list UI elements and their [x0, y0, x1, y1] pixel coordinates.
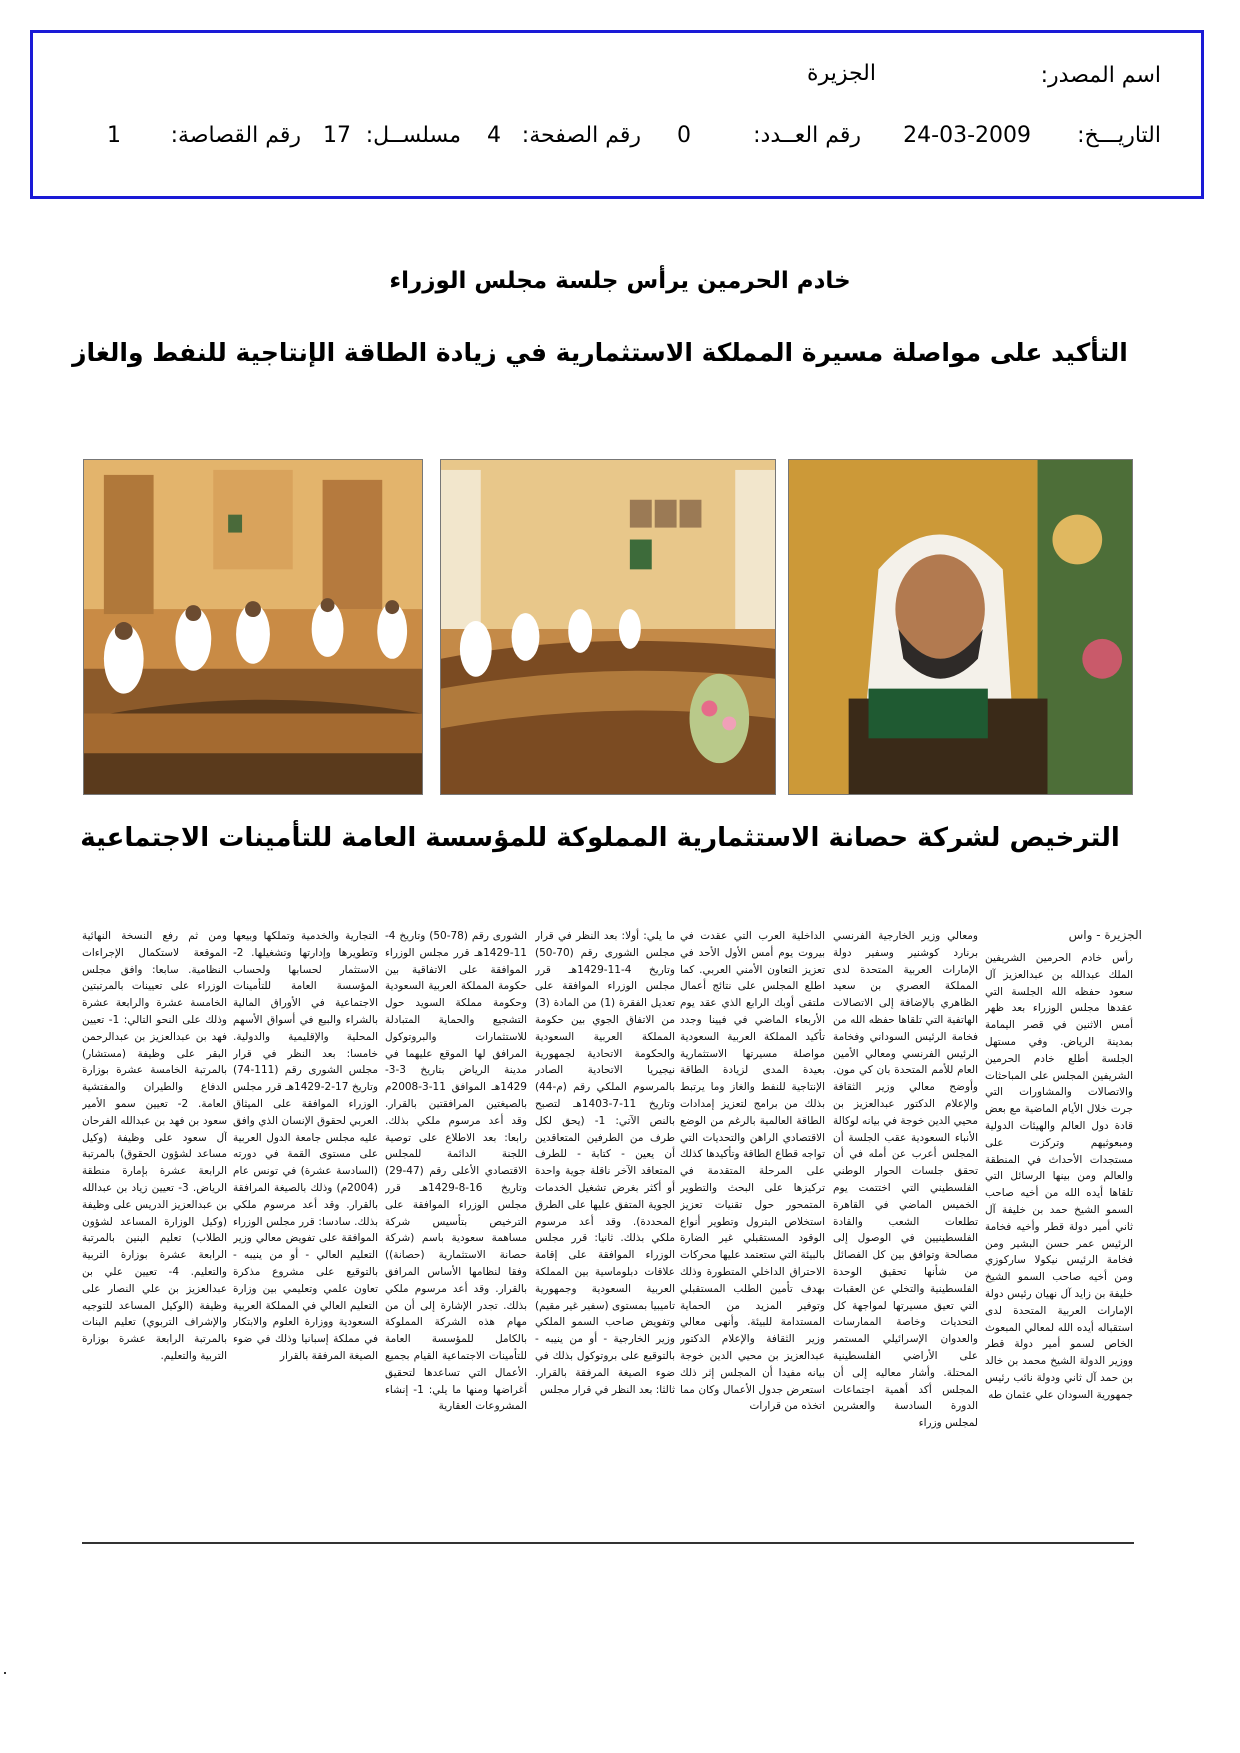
column-text: ما يلي: أولا: بعد النظر في قرار مجلس الشورى رقم (70-50) وتاريخ 4-11-1429هـ قرر مجلس الوزراء الموافقة على تعديل الفقرة (1) من المادة (3) من الاتفاق الجوي بين حكومة المملكة العربية السعودية والحكومة الاتحادية لجمهورية نيجيريا الاتحادية الصادر بالمرسوم الملكي رقم (م-44) وتاريخ 11-7-1403هـ لتصبح بالنص الآتي: 1- (يحق لكل طرف من الطرفين المتعاقدين أن يعين - كتابة - للطرف المتعاقد الآخر ناقلة جوية واحدة أو أكثر بغرض تشغيل الخدمات الجوية المتفق عليها على الطرق المحددة). وقد أعد مرسوم ملكي بذلك. ثانيا: قرر مجلس الوزراء الموافقة على إقامة علاقات دبلوماسية بين المملكة العربية السعودية وجمهورية تاميبيا بمستوى (سفير غير مقيم) وتفويض صاحب السمو الملكي وزير الخارجية - أو من ينيبه - بالتوقيع على بروتوكول بذلك في ضوء الصيغة المرفقة بالقرار. ثالثا: بعد النظر في قرار مجلس: [535, 930, 675, 1396]
page-value: 4: [487, 123, 501, 148]
clip-value: 1: [107, 123, 121, 148]
column-text: ومن ثم رفع النسخة النهائية الموقعة لاستكمال الإجراءات النظامية. سابعا: وافق مجلس الوزراء على تعيينات بالمرتبتين الخامسة عشرة والرابعة عشرة وذلك على النحو التالي: 1- تعيين فهد بن عبدالعزيز بن عبدالرحمن البقر على وظيفة (مستشار) بالمرتبة الخامسة عشرة بوزارة الدفاع والطيران والمفتشية العامة. 2- تعيين سمو الأمير سعود بن فهد بن عبدالله الفرحان آل سعود على وظيفة (وكيل مساعد لشؤون الحقوق) بالمرتبة الرابعة عشرة بإمارة منطقة الرياض. 3- تعيين زياد بن عبدالله بن عبدالعزيز الدريس على وظيفة (وكيل الوزارة المساعد لشؤون الطلاب) تعليم البنين بالمرتبة الرابعة عشرة بوزارة التربية والتعليم. 4- تعيين علي بن عبدالعزيز بن علي النصار على وظيفة (الوكيل المساعد للتوجيه والإشراف التربوي) تعليم البنات بالمرتبة الرابعة عشرة بوزارة التربية والتعليم.: [82, 930, 227, 1362]
source-label: اسم المصدر:: [1040, 63, 1161, 88]
column-text: رأس خادم الحرمين الشريفين الملك عبدالله بن عبدالعزيز آل سعود حفظه الله الجلسة التي عقدها مجلس الوزراء بعد ظهر أمس الاثنين في قصر اليمامة بمدينة الرياض. وفي مستهل الجلسة أطلع خادم الحرمين الشريفين المجلس على المباحثات والاتصالات والمشاورات التي جرت خلال الأيام الماضية مع بعض قادة دول العالم والهيئات الدولية ومبعوثيهم وتركزت على مستجدات الأحداث في المنطقة والعالم ومن بينها الرسائل التي تلقاها أيده الله من أخيه صاحب السمو الشيخ حمد بن خليفة آل ثاني أمير دولة قطر وأخيه فخامة الرئيس عمر حسن البشير ومن فخامة الرئيس نيكولا ساركوزي ومن أخيه صاحب السمو الشيخ خليفة بن زايد آل نهيان رئيس دولة الإمارات العربية المتحدة لدى استقباله أيده الله لمعالي المبعوث الخاص لسمو أمير دولة قطر ووزير الدولة الشيخ محمد بن خالد بن حمد آل ثاني ودولة نائب رئيس جمهورية السودان علي عثمان طه: [985, 952, 1133, 1401]
date-label: التاريـــخ:: [1077, 123, 1161, 148]
article-column-5: [385, 928, 527, 1528]
issue-value: 0: [677, 123, 691, 148]
clip-label: رقم القصاصة:: [170, 123, 301, 148]
photo-council-middle: [440, 459, 776, 795]
article-column-1: [985, 950, 1133, 1550]
serial-label: مسلســل:: [365, 123, 461, 148]
article-column-3: [680, 928, 825, 1528]
issue-label: رقم العــدد:: [753, 123, 861, 148]
bottom-rule: [82, 1542, 1134, 1544]
column-text: التجارية والخدمية وتملكها وبيعها وتطويرها وإدارتها وتشغيلها. 2- الاستثمار لحسابها ولحساب المؤسسة العامة للتأمينات الاجتماعية في الأوراق المالية بالشراء والبيع في أسواق الأسهم المحلية والإقليمية والدولية. خامسا: بعد النظر في قرار مجلس الشورى رقم (111-74) وتاريخ 17-2-1429هـ قرر مجلس الوزراء الموافقة على الميثاق العربي لحقوق الإنسان الذي وافق عليه مجلس جامعة الدول العربية على مستوى القمة في دورته (السادسة عشرة) في تونس عام (2004م) وذلك بالصيغة المرافقة بالقرار. وقد أعد مرسوم ملكي بذلك. سادسا: قرر مجلس الوزراء الموافقة على تفويض معالي وزير التعليم العالي - أو من ينيبه - بالتوقيع على مشروع مذكرة تعاون علمي وتعليمي بين وزارة التعليم العالي في المملكة العربية السعودية ووزارة العلوم والابتكار في مملكة إسبانيا وذلك في ضوء الصيغة المرفقة بالقرار: [233, 930, 378, 1362]
kicker-headline: خادم الحرمين يرأس جلسة مجلس الوزراء: [389, 268, 851, 294]
photo-council-left: [83, 459, 423, 795]
page-label: رقم الصفحة:: [521, 123, 641, 148]
clipping-info-box: [30, 30, 1204, 199]
agency-credit: الجزيرة - واس: [1068, 928, 1142, 942]
date-value: 24-03-2009: [903, 123, 1031, 148]
serial-value: 17: [323, 123, 351, 148]
article-column-7: [82, 928, 227, 1528]
article-column-6: [233, 928, 378, 1528]
article-column-2: [833, 928, 978, 1528]
column-text: الشورى رقم (78-50) وتاريخ 4-11-1429هـ قرر مجلس الوزراء الموافقة على الاتفاقية بين حكومة المملكة العربية السعودية وحكومة مملكة السويد حول التشجيع والحماية المتبادلة للاستثمارات والبروتوكول المرافق لها الموقع عليهما في مدينة الرياض بتاريخ 3-3-1429هـ الموافق 11-3-2008م بالصيغتين المرافقتين بالقرار. وقد أعد مرسوم ملكي بذلك. رابعا: بعد الاطلاع على توصية اللجنة الدائمة للمجلس الاقتصادي الأعلى رقم (47-29) وتاريخ 16-8-1429هـ قرر مجلس الوزراء الموافقة على الترخيص بتأسيس شركة مساهمة سعودية باسم (شركة حصانة الاستثمارية (حصانة)) وفقا لنظامها الأساس المرافق بالقرار. وقد أعد مرسوم ملكي بذلك. تجدر الإشارة إلى أن من مهام هذه الشركة المملوكة بالكامل للمؤسسة العامة للتأمينات الاجتماعية القيام بجميع الأعمال التي تساعدها لتحقيق أغراضها ومنها ما يلي: 1- إنشاء المشروعات العقارية: [385, 930, 527, 1413]
main-headline: التأكيد على مواصلة مسيرة المملكة الاستثمارية في زيادة الطاقة الإنتاجية للنفط والغاز: [72, 338, 1128, 367]
article-column-4: [535, 928, 675, 1528]
column-text: الداخلية العرب التي عقدت في بيروت يوم أمس الأول الأحد في تعزيز التعاون الأمني العربي. كما اطلع المجلس على نتائج أعمال ملتقى أوبك الرابع الذي عقد يوم الأربعاء الماضي في فيينا وجدد تأكيد المملكة العربية السعودية مواصلة مسيرتها الاستثمارية بعيدة المدى لزيادة الطاقة الإنتاجية للنفط والغاز وما يرتبط بذلك من برامج لتعزيز إمدادات الطاقة العالمية بالرغم من الوضع الاقتصادي الراهن والتحديات التي تواجه قطاع الطاقة وتأكيدها كذلك على المرحلة المتقدمة في تركيزها على البحث والتطوير المتمحور حول تقنيات تعزيز استخلاص البترول وتطوير أنواع الوقود المستقبلي غير الضارة بالبيئة التي ستعتمد عليها محركات الاحتراق الداخلي المتطورة وذلك بهدف تأمين الطلب المستقبلي وتوفير المزيد من الحماية المستدامة للبيئة. وأنهى معالي وزير الثقافة والإعلام الدكتور عبدالعزيز بن محيي الدين خوجة بيانه مفيدا أن المجلس إثر ذلك استعرض جدول الأعمال وكان مما اتخذه من قرارات: [680, 930, 825, 1413]
photo-king-portrait: [788, 459, 1133, 795]
scan-speck: [4, 1672, 6, 1674]
second-headline: الترخيص لشركة حصانة الاستثمارية المملوكة للمؤسسة العامة للتأمينات الاجتماعية: [80, 823, 1120, 853]
column-text: ومعالي وزير الخارجية الفرنسي برنارد كوشنير وسفير دولة الإمارات العربية المتحدة لدى المملكة العصري بن سعيد الظاهري بالإضافة إلى الاتصالات الهاتفية التي تلقاها حفظه الله من فخامة الرئيس السوداني وفخامة الرئيس الفرنسي ومعالي الأمين العام للأمم المتحدة بان كي مون. وأوضح معالي وزير الثقافة والإعلام الدكتور عبدالعزيز بن محيي الدين خوجة في بيانه لوكالة الأنباء السعودية عقب الجلسة أن المجلس أعرب عن أمله في أن تحقق جلسات الحوار الوطني الفلسطيني التي اختتمت يوم الخميس الماضي في القاهرة تطلعات الشعب والقادة الفلسطينيين في الوصول إلى مصالحة وتوافق بين كل الفصائل من شأنها تحقيق الوحدة الفلسطينية والتخلي عن العقبات التي تعيق مسيرتها لمواجهة كل التحديات وخاصة الممارسات والعدوان الإسرائيلي المستمر على الأراضي الفلسطينية المحتلة. وأشار معاليه إلى أن المجلس أكد أهمية اجتماعات الدورة السادسة والعشرين لمجلس وزراء: [833, 930, 978, 1430]
source-value: الجزيرة: [807, 61, 876, 86]
